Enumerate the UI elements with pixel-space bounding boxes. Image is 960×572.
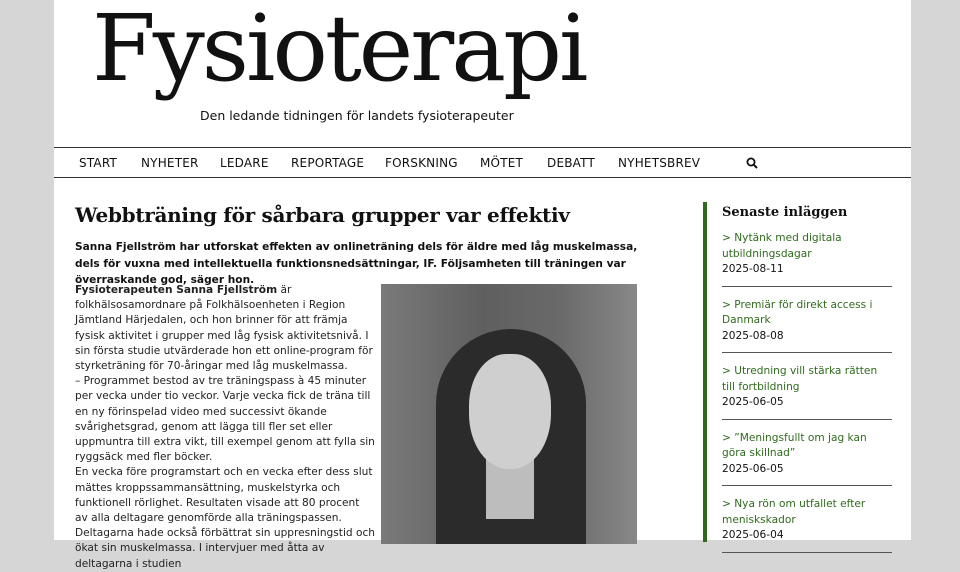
nav-motet[interactable]: MÖTET (480, 156, 524, 170)
search-icon[interactable] (746, 157, 758, 169)
list-item (722, 420, 892, 487)
nav-forskning[interactable]: FORSKNING (385, 156, 458, 170)
site-logo[interactable]: Fysioterapi (92, 0, 586, 102)
post-link[interactable]: > ”Meningsfullt om jag kan göra skillnad” (722, 431, 867, 459)
site-tagline: Den ledande tidningen för landets fysioterapeuter (200, 108, 514, 123)
post-date: 2025-06-04 (722, 529, 784, 541)
nav-nyheter[interactable]: NYHETER (141, 156, 199, 170)
post-date: 2025-08-11 (722, 263, 784, 275)
post-date: 2025-06-05 (722, 462, 784, 475)
sidebar-latest-posts (703, 202, 893, 542)
list-item (722, 220, 892, 287)
list-item (722, 486, 892, 553)
paragraph: En vecka före programstart och en vecka efter dess slut mättes kroppssammansättning, muskelstyrka och funktionell rörlighet. Resultaten visade att 80 procent av alla deltagare genomförde alla träningspassen. Deltagarna hade också förbättrat sin uppresningstid och ökat sin muskelmassa. I intervjuer med åtta av deltagarna i studien (75, 466, 376, 570)
post-link[interactable]: > Premiär för direkt access i Danmark (722, 298, 873, 326)
page (54, 0, 911, 570)
post-link[interactable]: > Utredning vill stärka rätten till fortbildning (722, 365, 878, 393)
portrait-photo (381, 284, 637, 544)
paragraph: är folkhälsosamordnare på Folkhälsoenheten i Region Jämtland Härjedalen, och hon brinner för att främja fysisk aktivitet i grupper med låg fysisk aktivitetsnivå. I sin första studie utvärderade hon ett online-program för styrketräning för 70-åringar med låg muskelmassa. (75, 284, 373, 373)
post-date: 2025-08-08 (722, 329, 784, 342)
post-link[interactable]: > Nya rön om utfallet efter meniskskador (722, 498, 866, 526)
sidebar-title: Senaste inläggen (722, 205, 848, 220)
post-date: 2025-06-05 (722, 396, 784, 408)
nav-nyhetsbrev[interactable]: NYHETSBREV (618, 156, 701, 170)
nav-debatt[interactable]: DEBATT (547, 156, 595, 170)
nav-reportage[interactable]: REPORTAGE (291, 156, 365, 170)
intro-bold: Fysioterapeuten Sanna Fjellström (75, 284, 278, 296)
article-title: Webbträning för sårbara grupper var effektiv (75, 203, 570, 227)
list-item (722, 353, 892, 420)
main-nav (54, 147, 911, 178)
article-body (75, 283, 375, 572)
post-link[interactable]: > Nytänk med digitala utbildningsdagar (722, 232, 842, 260)
nav-ledare[interactable]: LEDARE (220, 156, 269, 170)
nav-start[interactable]: START (79, 156, 118, 170)
list-item (722, 287, 892, 354)
article-lead: Sanna Fjellström har utforskat effekten av onlineträning dels för äldre med låg muskelmassa, dels för vuxna med intellektuella funktionsnedsättningar, IF. Följsamheten till träningen var överraskande god, säger hon. (75, 241, 638, 286)
paragraph: – Programmet bestod av tre träningspass à 45 minuter per vecka under tio veckor. Varje vecka fick de träna till en ny förinspelad video med successivt ökande svårighetsgrad, genom att lägga till fler set eller uppmuntra till extra vikt, till exempel genom att fylla sin ryggsäck med fler böcker. (75, 375, 375, 464)
